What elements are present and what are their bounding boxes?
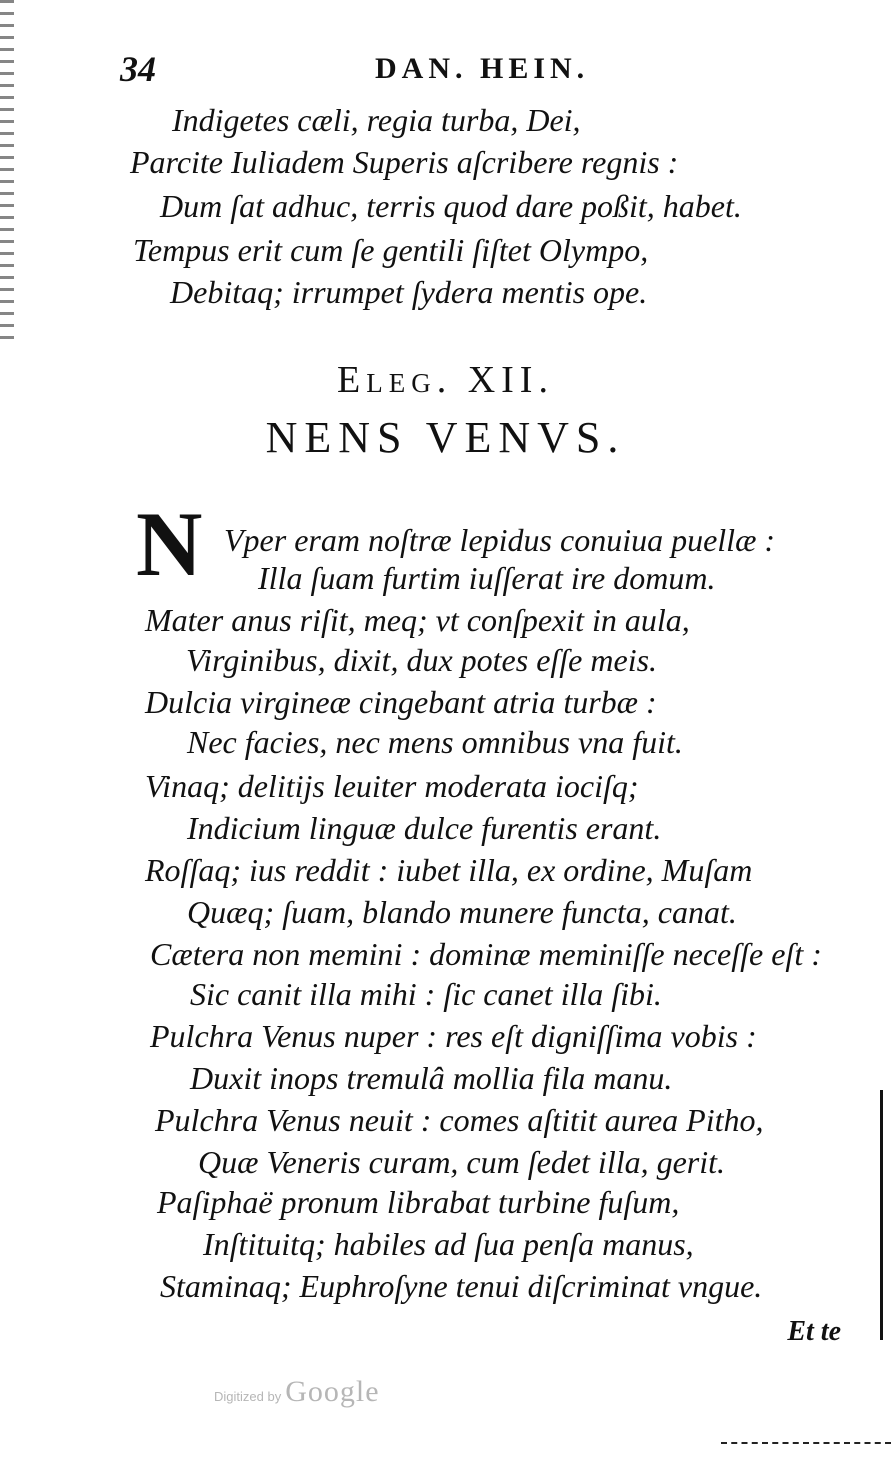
scan-edge-bottom — [721, 1442, 891, 1446]
verse-line: Quæ Veneris curam, cum ſedet illa, gerit. — [198, 1144, 726, 1180]
page-number: 34 — [120, 49, 156, 89]
verse-line: Nec facies, nec mens omnibus vna fuit. — [187, 724, 683, 760]
elegy-title: NENS VENVS. — [265, 413, 626, 462]
verse-line: Virginibus, dixit, dux potes eſſe meis. — [186, 642, 658, 678]
digitized-by-label: Digitized by — [214, 1389, 282, 1404]
verse-line: Parcite Iuliadem Superis aſcribere regnis : — [130, 144, 679, 180]
verse-line: Indicium linguæ dulce furentis erant. — [187, 810, 662, 846]
google-logo: Google — [285, 1375, 380, 1408]
verse-line: Inſtituitq; habiles ad ſua penſa manus, — [203, 1226, 694, 1262]
verse-line: Roſſaq; ius reddit : iubet illa, ex ordine, Muſam — [145, 852, 753, 888]
verse-line: Tempus erit cum ſe gentili ſiſtet Olympo, — [133, 232, 649, 268]
verse-line: Staminaq; Euphroſyne tenui diſcriminat vngue. — [160, 1268, 763, 1304]
scan-edge-right — [880, 1090, 883, 1340]
verse-line: Paſiphaë pronum librabat turbine fuſum, — [157, 1184, 680, 1220]
running-head — [120, 48, 800, 88]
verse-line: Illa ſuam furtim iuſſerat ire domum. — [258, 560, 716, 596]
verse-line: Debitaq; irrumpet ſydera mentis ope. — [170, 274, 648, 310]
drop-cap: N — [136, 493, 203, 595]
catchword: Et te — [787, 1316, 841, 1347]
elegy-number: Eleg. XII. — [337, 359, 554, 401]
verse-line: Duxit inops tremulâ mollia fila manu. — [190, 1060, 673, 1096]
verse-line: Pulchra Venus nuper : res eſt digniſſima vobis : — [150, 1018, 757, 1054]
verse-line: Cætera non memini : dominæ meminiſſe neceſſe eſt : — [150, 936, 822, 972]
google-watermark — [214, 1375, 380, 1409]
running-title: DAN. HEIN. — [375, 52, 590, 85]
verse-line: Dulcia virgineæ cingebant atria turbæ : — [145, 684, 657, 720]
scan-edge-left — [0, 0, 14, 340]
verse-line: Quæq; ſuam, blando munere functa, canat. — [187, 894, 737, 930]
verse-line: Dum ſat adhuc, terris quod dare poßit, habet. — [160, 188, 742, 224]
verse-line: Indigetes cæli, regia turba, Dei, — [172, 102, 581, 138]
verse-line: Vper eram noſtræ lepidus conuiua puellæ : — [224, 522, 776, 558]
verse-line: Vinaq; delitijs leuiter moderata iociſq; — [145, 768, 639, 804]
verse-line: Mater anus riſit, meq; vt conſpexit in aula, — [145, 602, 690, 638]
verse-line: Sic canit illa mihi : ſic canet illa ſibi. — [190, 976, 662, 1012]
verse-line: Pulchra Venus neuit : comes aſtitit aurea Pitho, — [155, 1102, 764, 1138]
